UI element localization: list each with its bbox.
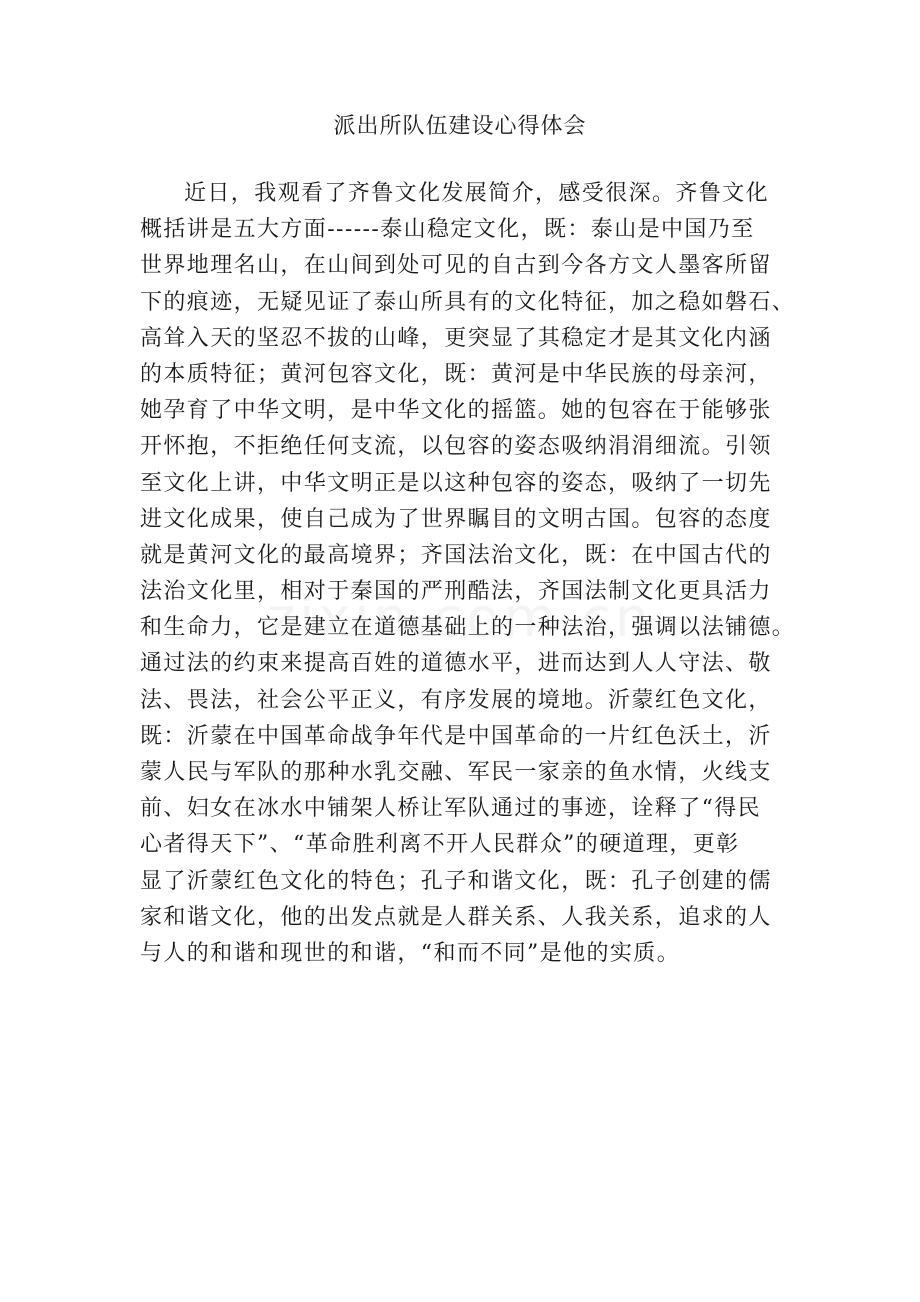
paragraph-line: 和生命力，它是建立在道德基础上的一种法治，强调以法铺德。: [140, 615, 796, 641]
paragraph-line: 既：沂蒙在中国革命战争年代是中国革命的一片红色沃土，沂: [140, 723, 772, 749]
paragraph-line: 与人的和谐和现世的和谐，“和而不同”是他的实质。: [140, 940, 681, 966]
paragraph-line: 法治文化里，相对于秦国的严刑酷法，齐国法制文化更具活力: [140, 579, 772, 605]
paragraph-line: 就是黄河文化的最高境界；齐国法治文化，既：在中国古代的: [140, 542, 772, 568]
paragraph-line: 至文化上讲，中华文明正是以这种包容的姿态，吸纳了一切先: [140, 470, 772, 496]
paragraph-line: 的本质特征；黄河包容文化，既：黄河是中华民族的母亲河，: [140, 361, 772, 387]
paragraph-line: 她孕育了中华文明，是中华文化的摇篮。她的包容在于能够张: [140, 398, 772, 424]
paragraph-line: 概括讲是五大方面------泰山稳定文化，既：泰山是中国乃至: [140, 217, 755, 243]
paragraph-line: 近日，我观看了齐鲁文化发展简介，感受很深。齐鲁文化: [184, 181, 770, 206]
paragraph-line: 家和谐文化，他的出发点就是人群关系、人我关系，追求的人: [140, 904, 772, 930]
paragraph-line: 开怀抱，不拒绝任何支流，以包容的姿态吸纳涓涓细流。引领: [140, 434, 772, 460]
body-paragraph: [140, 176, 796, 972]
paragraph-line: 下的痕迹，无疑见证了泰山所具有的文化特征，加之稳如磐石、: [140, 289, 796, 315]
paragraph-line: 高耸入天的坚忍不拔的山峰，更突显了其稳定才是其文化内涵: [140, 325, 772, 351]
document-title: 派出所队伍建设心得体会: [333, 114, 587, 139]
paragraph-line: 法、畏法，社会公平正义，有序发展的境地。沂蒙红色文化，: [140, 687, 772, 713]
paragraph-line: 显了沂蒙红色文化的特色；孔子和谐文化，既：孔子创建的儒: [140, 868, 772, 894]
paragraph-line: 前、妇女在冰水中铺架人桥让军队通过的事迹，诠释了“得民: [140, 796, 762, 822]
paragraph-line: 通过法的约束来提高百姓的道德水平，进而达到人人守法、敬: [140, 651, 772, 677]
paragraph-line: 进文化成果，使自己成为了世界瞩目的文明古国。包容的态度: [140, 506, 772, 532]
paragraph-line: 世界地理名山，在山间到处可见的自古到今各方文人墨客所留: [140, 253, 772, 279]
paragraph-line: 蒙人民与军队的那种水乳交融、军民一家亲的鱼水情，火线支: [140, 760, 772, 785]
paragraph-line: 心者得天下”、“革命胜利离不开人民群众”的硬道理，更彰: [140, 832, 740, 858]
